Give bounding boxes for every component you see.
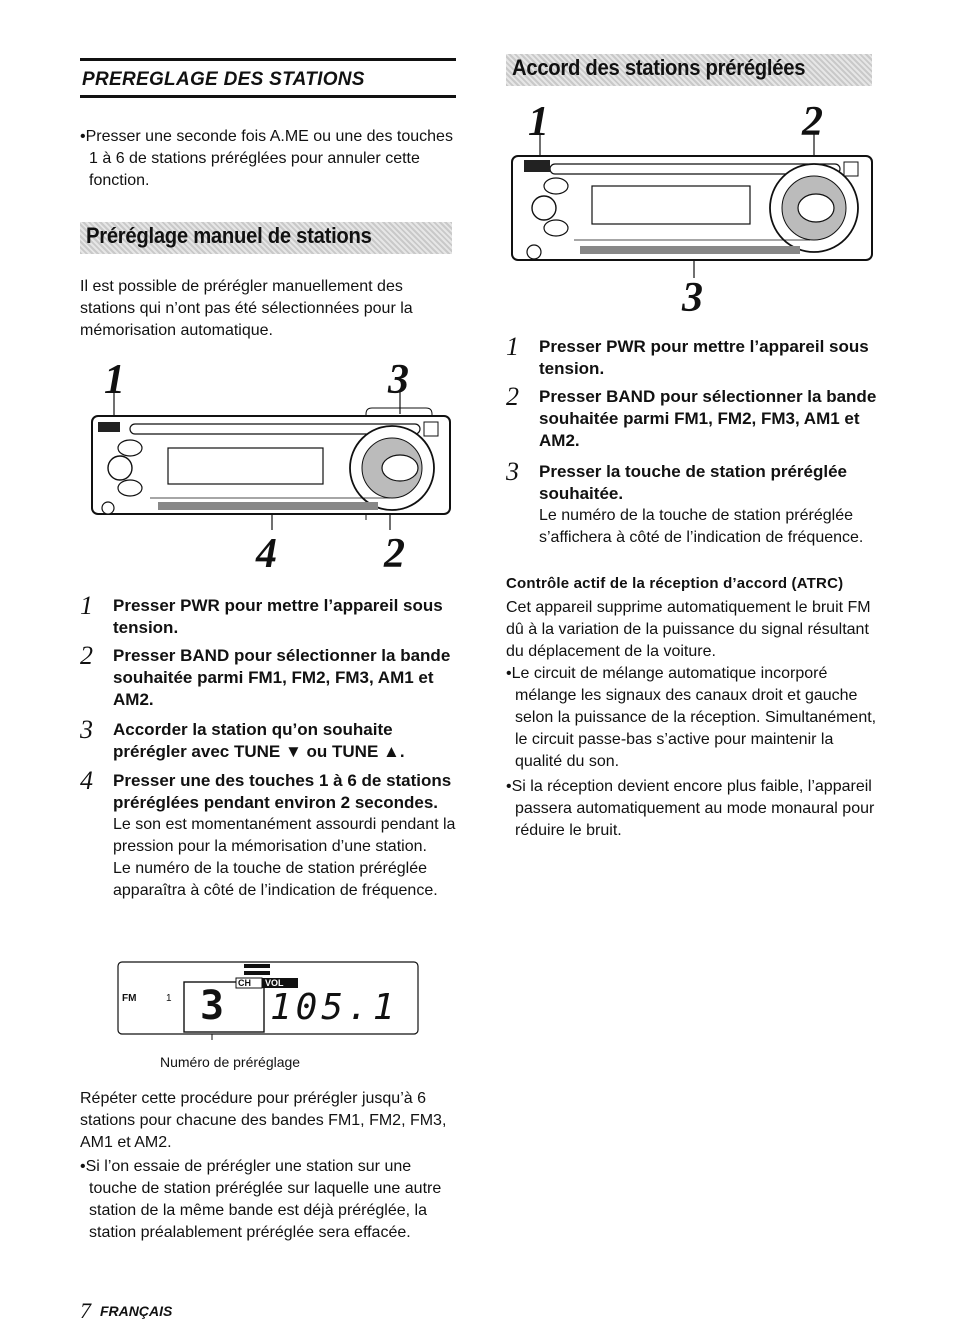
radio-illustration [510, 134, 876, 278]
step-text: Presser PWR pour mettre l’appareil sous tension. [113, 596, 443, 637]
banner-manual-preset-text: Préréglage manuel de stations [86, 223, 372, 248]
diagram-label: 3 [682, 275, 703, 321]
diagram-label: 1 [104, 357, 125, 403]
page-language: FRANÇAIS [100, 1303, 173, 1319]
step-number: 2 [80, 641, 93, 670]
step-number: 1 [506, 332, 519, 361]
banner-preset-tuning [506, 54, 872, 86]
repeat-paragraph: Répéter cette procédure pour prérégler jusqu’à 6 stations pour chacune des bandes FM1, FM2, FM3, AM1 et AM2. [80, 1090, 447, 1151]
diagram-label: 3 [388, 357, 409, 403]
display-preset-number: 3 [200, 983, 225, 1029]
atrc-subheading: Contrôle actif de la réception d’accord (ATRC) [506, 575, 844, 592]
atrc-bullet: •Si la réception devient encore plus faible, l’appareil passera automatiquement au mode monaural pour réduire le bruit. [506, 778, 875, 839]
step-number: 4 [80, 766, 93, 795]
step-text [539, 461, 880, 549]
banner-preset-tuning-text: Accord des stations préréglées [512, 55, 806, 80]
step-number: 1 [80, 591, 93, 620]
step-description: Le numéro de la touche de station préréglée s’affichera à côté de l’indication de fréquence. [539, 507, 864, 546]
step-description: Le numéro de la touche de station préréglée apparaîtra à côté de l’indication de fréquence. [113, 860, 438, 899]
intro-bullet: •Presser une seconde fois A.ME ou une des touches 1 à 6 de stations préréglées pour annuler cette fonction. [80, 128, 453, 189]
section-title [80, 58, 456, 98]
diagram-label: 4 [256, 531, 277, 577]
diagram-label: 2 [802, 99, 823, 145]
atrc-paragraph: Cet appareil supprime automatiquement le bruit FM dû à la variation de la puissance du signal résultant du déplacement de la voiture. [506, 599, 871, 660]
section-title-text: PREREGLAGE DES STATIONS [82, 69, 365, 90]
step-text: Accorder la station qu’on souhaite prérégler avec TUNE ▼ ou TUNE ▲. [113, 720, 405, 761]
manual-intro: Il est possible de prérégler manuellement des stations qui n’ont pas été sélectionnées pour la mémorisation automatique. [80, 278, 413, 339]
step-text: Presser BAND pour sélectionner la bande souhaitée parmi FM1, FM2, FM3, AM1 et AM2. [539, 387, 877, 450]
repeat-bullet: •Si l’on essaie de prérégler une station sur une touche de station préréglée sur laquelle une autre station de la même bande est déjà préréglée, la station préalablement préréglée sera effacée. [80, 1158, 442, 1241]
step-text: Presser PWR pour mettre l’appareil sous tension. [539, 337, 869, 378]
diagram-label: 1 [528, 99, 549, 145]
step-text-main: Presser une des touches 1 à 6 de stations préréglées pendant environ 2 secondes. [113, 771, 452, 812]
banner-manual-preset [80, 222, 452, 254]
step-text [113, 770, 456, 902]
step-description: Le son est momentanément assourdi pendant la pression pour la mémorisation d’une station. [113, 816, 456, 855]
display-vol: VOL [265, 978, 284, 988]
step-text-main: Presser la touche de station préréglée souhaitée. [539, 462, 848, 503]
display-band-number: 1 [166, 993, 172, 1004]
radio-illustration [90, 390, 455, 530]
page-number: 7 [80, 1298, 91, 1323]
step-text: Presser BAND pour sélectionner la bande souhaitée parmi FM1, FM2, FM3, AM1 et AM2. [113, 646, 451, 709]
step-number: 2 [506, 382, 519, 411]
display-caption: Numéro de préréglage [160, 1054, 301, 1070]
atrc-bullet: •Le circuit de mélange automatique incorporé mélange les signaux des canaux droit et gauche selon la puissance de la réception. Simultanément, le circuit passe-bas s’active pour maintenir la qualité du son. [506, 665, 877, 770]
diagram-label: 2 [384, 531, 405, 577]
display-band: FM [122, 993, 137, 1004]
display-ch: CH [238, 978, 251, 988]
display-frequency: 105.1 [270, 987, 399, 1028]
step-number: 3 [506, 457, 519, 486]
step-number: 3 [80, 715, 93, 744]
